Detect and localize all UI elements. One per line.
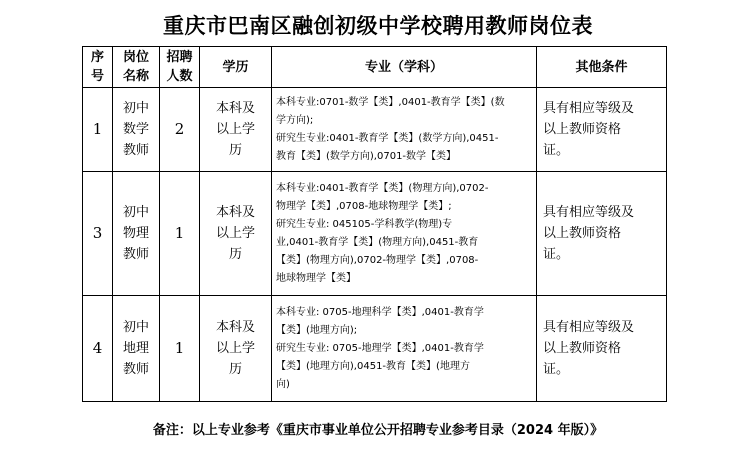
footnote: 备注：以上专业参考《重庆市事业单位公开招聘专业参考目录（2024 年版）》 [152,423,604,438]
header-no: 序 号 [83,47,113,88]
cell-education: 本科及 以上学 历 [200,172,272,296]
header-post: 岗位 名称 [113,47,160,88]
header-other: 其他条件 [537,47,667,88]
cell-other: 具有相应等级及 以上教师资格 证。 [537,172,667,296]
positions-table [82,46,667,402]
cell-count: 2 [160,88,200,172]
table-row [83,172,667,296]
header-count: 招聘 人数 [160,47,200,88]
cell-post: 初中 地理 教师 [113,296,160,402]
cell-post: 初中 物理 教师 [113,172,160,296]
cell-education: 本科及 以上学 历 [200,296,272,402]
cell-major: 本科专业:0701-数学【类】,0401-教育学【类】(数 学方向); 研究生专业:0401-教育学【类】(数学方向),0451- 教育【类】(数学方向),0701-数学【类】 [272,88,537,172]
cell-no: 3 [83,172,113,296]
cell-post: 初中 数学 教师 [113,88,160,172]
table-header-row [83,47,667,88]
cell-major: 本科专业: 0705-地理科学【类】,0401-教育学 【类】(地理方向); 研究生专业: 0705-地理学【类】,0401-教育学 【类】(地理方向),0451-教育【类】(地理方 向) [272,296,537,402]
table-row [83,88,667,172]
cell-count: 1 [160,296,200,402]
cell-other: 具有相应等级及 以上教师资格 证。 [537,296,667,402]
header-education: 学历 [200,47,272,88]
cell-education: 本科及 以上学 历 [200,88,272,172]
header-major: 专业（学科） [272,47,537,88]
cell-count: 1 [160,172,200,296]
cell-major: 本科专业:0401-教育学【类】(物理方向),0702- 物理学【类】,0708-地球物理学【类】; 研究生专业: 045105-学科教学(物理)专 业,0401-教育学【类】(物理方向),0451-教育 【类】(物理方向),0702-物理学【类】,0708- 地球物理学【类】 [272,172,537,296]
cell-no: 4 [83,296,113,402]
table-row [83,296,667,402]
cell-other: 具有相应等级及 以上教师资格 证。 [537,88,667,172]
cell-no: 1 [83,88,113,172]
page-title: 重庆市巴南区融创初级中学校聘用教师岗位表 [163,14,593,38]
